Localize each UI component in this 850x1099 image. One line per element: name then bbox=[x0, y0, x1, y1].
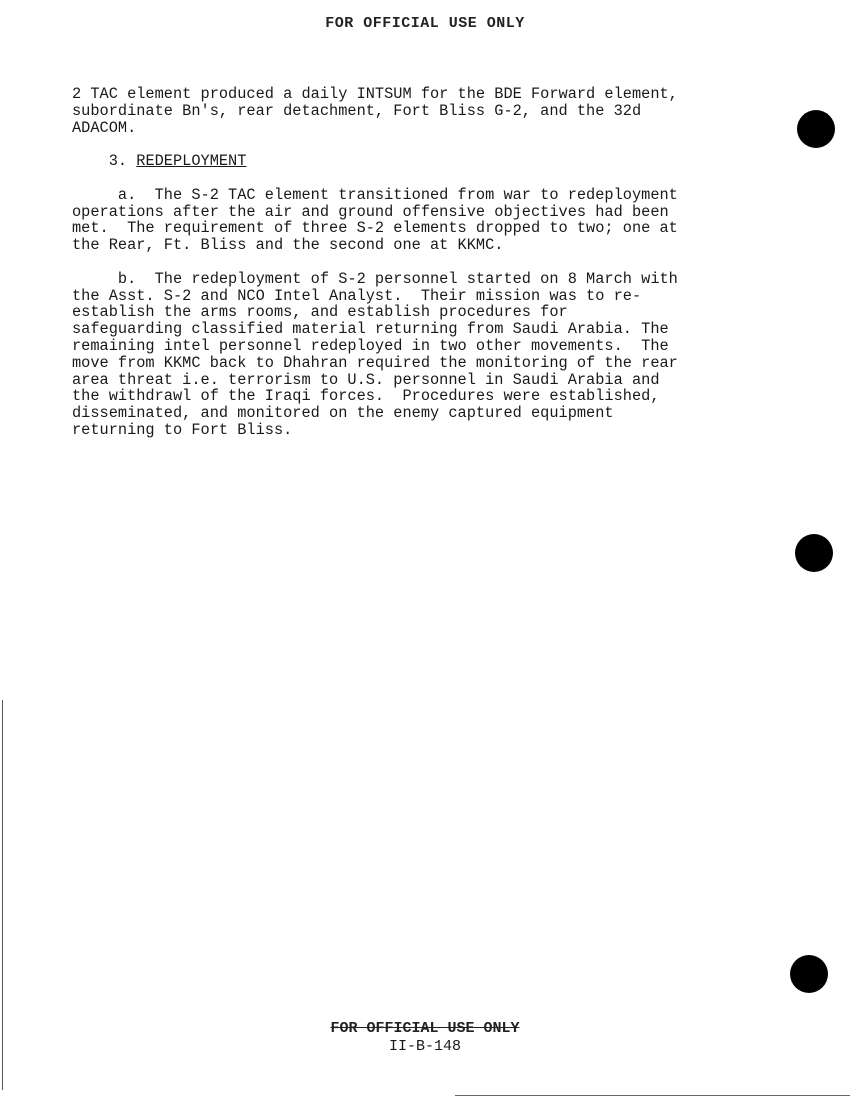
paragraph-b-line: area threat i.e. terrorism to U.S. personnel in Saudi Arabia and bbox=[72, 370, 660, 389]
paragraph-a-line: operations after the air and ground offensive objectives had been bbox=[72, 202, 669, 221]
scan-edge-line bbox=[2, 700, 3, 1090]
paragraph-b-line: establish the arms rooms, and establish procedures for bbox=[72, 303, 568, 322]
section-heading bbox=[72, 153, 752, 170]
scan-bottom-line bbox=[455, 1095, 850, 1096]
binder-hole-middle bbox=[795, 534, 833, 572]
intro-line: subordinate Bn's, rear detachment, Fort Bliss G-2, and the 32d bbox=[72, 101, 642, 120]
page-number: II-B-148 bbox=[388, 1038, 461, 1055]
paragraph-b-line: the Asst. S-2 and NCO Intel Analyst. Their mission was to re- bbox=[72, 286, 642, 305]
paragraph-a-line: the Rear, Ft. Bliss and the second one at KKMC. bbox=[72, 236, 504, 255]
paragraph-b-line: b. The redeployment of S-2 personnel started on 8 March with bbox=[72, 269, 678, 288]
paragraph-a bbox=[72, 187, 752, 254]
paragraph-b-line: the withdrawl of the Iraqi forces. Procedures were established, bbox=[72, 387, 660, 406]
paragraph-b-line: safeguarding classified material returning from Saudi Arabia. The bbox=[72, 320, 669, 339]
paragraph-b-line: disseminated, and monitored on the enemy captured equipment bbox=[72, 404, 614, 423]
footer-classification-marking: FOR OFFICIAL USE ONLY bbox=[330, 1020, 520, 1037]
section-title: REDEPLOYMENT bbox=[136, 152, 247, 171]
intro-line: ADACOM. bbox=[72, 118, 137, 137]
paragraph-b-line: returning to Fort Bliss. bbox=[72, 420, 293, 439]
binder-hole-top bbox=[797, 110, 835, 148]
paragraph-a-line: a. The S-2 TAC element transitioned from war to redeployment bbox=[72, 185, 678, 204]
paragraph-a-line: met. The requirement of three S-2 elements dropped to two; one at bbox=[72, 219, 678, 238]
paragraph-b bbox=[72, 271, 752, 439]
section-number: 3. bbox=[108, 152, 128, 171]
intro-paragraph bbox=[72, 86, 752, 136]
paragraph-b-line: move from KKMC back to Dhahran required the monitoring of the rear bbox=[72, 353, 678, 372]
header-classification-marking: FOR OFFICIAL USE ONLY bbox=[325, 15, 525, 32]
document-body bbox=[72, 86, 752, 456]
intro-line: 2 TAC element produced a daily INTSUM for the BDE Forward element, bbox=[72, 85, 678, 103]
binder-hole-bottom bbox=[790, 955, 828, 993]
paragraph-b-line: remaining intel personnel redeployed in two other movements. The bbox=[72, 336, 669, 355]
